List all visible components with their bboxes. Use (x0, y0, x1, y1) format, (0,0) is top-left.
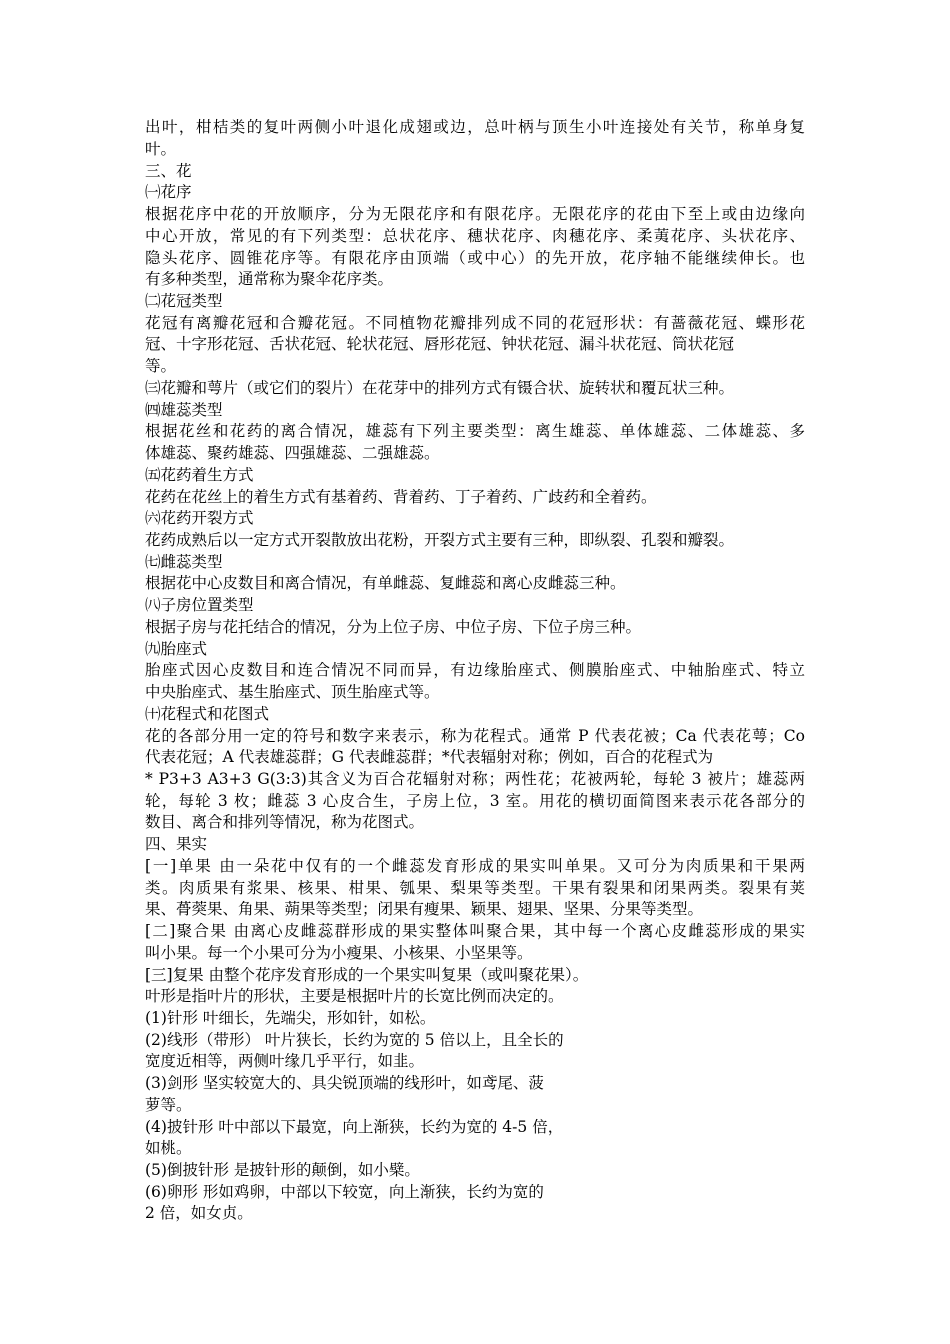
subsection-heading: ㈨胎座式 (145, 640, 208, 658)
text-line: 等。 (145, 357, 177, 375)
list-item: (3)剑形 坚实较宽大的、具尖锐顶端的线形叶，如鸢尾、菠 (145, 1074, 544, 1092)
text-line: 代表花冠；A 代表雄蕊群；G 代表雌蕊群；*代表辐射对称；例如，百合的花程式为 (145, 748, 714, 766)
text-line: 根据花丝和花药的离合情况，雄蕊有下列主要类型：离生雄蕊、单体雄蕊、二体雄蕊、多 (145, 422, 805, 440)
text-line: 花药成熟后以一定方式开裂散放出花粉，开裂方式主要有三种，即纵裂、孔裂和瓣裂。 (145, 531, 735, 549)
text-line: 轮，每轮 3 枚；雌蕊 3 心皮合生，子房上位，3 室。用花的横切面简图来表示花各部分的 (145, 792, 805, 810)
text-line: 胎座式因心皮数目和连合情况不同而异，有边缘胎座式、侧膜胎座式、中轴胎座式、特立 (145, 661, 805, 679)
text-line: 果、蓇葖果、角果、蒴果等类型；闭果有瘦果、颖果、翅果、坚果、分果等类型。 (145, 900, 704, 918)
text-line: [三]复果 由整个花序发育形成的一个果实叫复果（或叫聚花果）。 (145, 966, 589, 984)
text-line: 叶。 (145, 140, 177, 158)
list-item: (2)线形（带形） 叶片狭长，长约为宽的 5 倍以上，且全长的 (145, 1031, 564, 1049)
subsection-heading: ㈤花药着生方式 (145, 466, 254, 484)
text-line: [一]单果 由一朵花中仅有的一个雌蕊发育形成的果实叫单果。又可分为肉质果和干果两 (145, 857, 805, 875)
text-line: * P3+3 A3+3 G(3:3)其含义为百合花辐射对称；两性花；花被两轮，每轮 3 被片；雄蕊两 (145, 770, 805, 788)
subsection-heading: ㈣雄蕊类型 (145, 401, 223, 419)
section-heading: 四、果实 (145, 835, 208, 853)
text-line: 根据花中心皮数目和离合情况，有单雌蕊、复雌蕊和离心皮雌蕊三种。 (145, 574, 626, 592)
text-line: 花药在花丝上的着生方式有基着药、背着药、丁子着药、广歧药和全着药。 (145, 488, 657, 506)
list-item-continuation: 宽度近相等，两侧叶缘几乎平行，如韭。 (145, 1052, 425, 1070)
text-line: 类。肉质果有浆果、核果、柑果、瓠果、梨果等类型。干果有裂果和闭果两类。裂果有荚 (145, 879, 805, 897)
list-item-continuation: 如桃。 (145, 1139, 192, 1157)
text-line: 根据子房与花托结合的情况，分为上位子房、中位子房、下位子房三种。 (145, 618, 642, 636)
list-item-continuation: 2 倍，如女贞。 (145, 1204, 253, 1222)
subsection-heading: ㈠花序 (145, 183, 192, 201)
text-line: 中心开放，常见的有下列类型：总状花序、穗状花序、肉穗花序、柔荑花序、头状花序、 (145, 227, 805, 245)
list-item: (1)针形 叶细长，先端尖，形如针，如松。 (145, 1009, 436, 1027)
subsection-heading: ㈡花冠类型 (145, 292, 223, 310)
text-line: 数目、离合和排列等情况，称为花图式。 (145, 813, 425, 831)
text-line: 叫小果。每一个小果可分为小瘦果、小核果、小坚果等。 (145, 944, 533, 962)
text-line: 有多种类型，通常称为聚伞花序类。 (145, 270, 394, 288)
list-item: (6)卵形 形如鸡卵，中部以下较宽，向上渐狭，长约为宽的 (145, 1183, 544, 1201)
text-line: 隐头花序、圆锥花序等。有限花序由顶端（或中心）的先开放，花序轴不能继续伸长。也 (145, 249, 805, 267)
text-line: 叶形是指叶片的形状，主要是根据叶片的长宽比例而决定的。 (145, 987, 564, 1005)
text-line: 中央胎座式、基生胎座式、顶生胎座式等。 (145, 683, 440, 701)
text-line: [二]聚合果 由离心皮雌蕊群形成的果实整体叫聚合果，其中每一个离心皮雌蕊形成的果实 (145, 922, 805, 940)
subsection-heading: ㈥花药开裂方式 (145, 509, 254, 527)
subsection-heading: ㈦雌蕊类型 (145, 553, 223, 571)
text-line: 体雄蕊、聚药雄蕊、四强雄蕊、二强雄蕊。 (145, 444, 440, 462)
text-line: 出叶，柑桔类的复叶两侧小叶退化成翅或边，总叶柄与顶生小叶连接处有关节，称单身复 (145, 118, 805, 136)
list-item-continuation: 萝等。 (145, 1096, 192, 1114)
text-line: 根据花序中花的开放顺序，分为无限花序和有限花序。无限花序的花由下至上或由边缘向 (145, 205, 805, 223)
text-line: 冠、十字形花冠、舌状花冠、轮状花冠、唇形花冠、钟状花冠、漏斗状花冠、筒状花冠 (145, 335, 735, 353)
list-item: (5)倒披针形 是披针形的颠倒，如小檗。 (145, 1161, 420, 1179)
subsection-heading: ㈧子房位置类型 (145, 596, 254, 614)
list-item: (4)披针形 叶中部以下最宽，向上渐狭，长约为宽的 4-5 倍， (145, 1118, 564, 1136)
subsection-heading: ㈩花程式和花图式 (145, 705, 270, 723)
subsection-heading: ㈢花瓣和萼片（或它们的裂片）在花芽中的排列方式有镊合状、旋转状和覆瓦状三种。 (145, 379, 735, 397)
section-heading: 三、花 (145, 162, 192, 180)
text-line: 花的各部分用一定的符号和数字来表示，称为花程式。通常 P 代表花被；Ca 代表花萼；Co (145, 727, 805, 745)
text-line: 花冠有离瓣花冠和合瓣花冠。不同植物花瓣排列成不同的花冠形状：有蔷薇花冠、蝶形花 (145, 314, 805, 332)
